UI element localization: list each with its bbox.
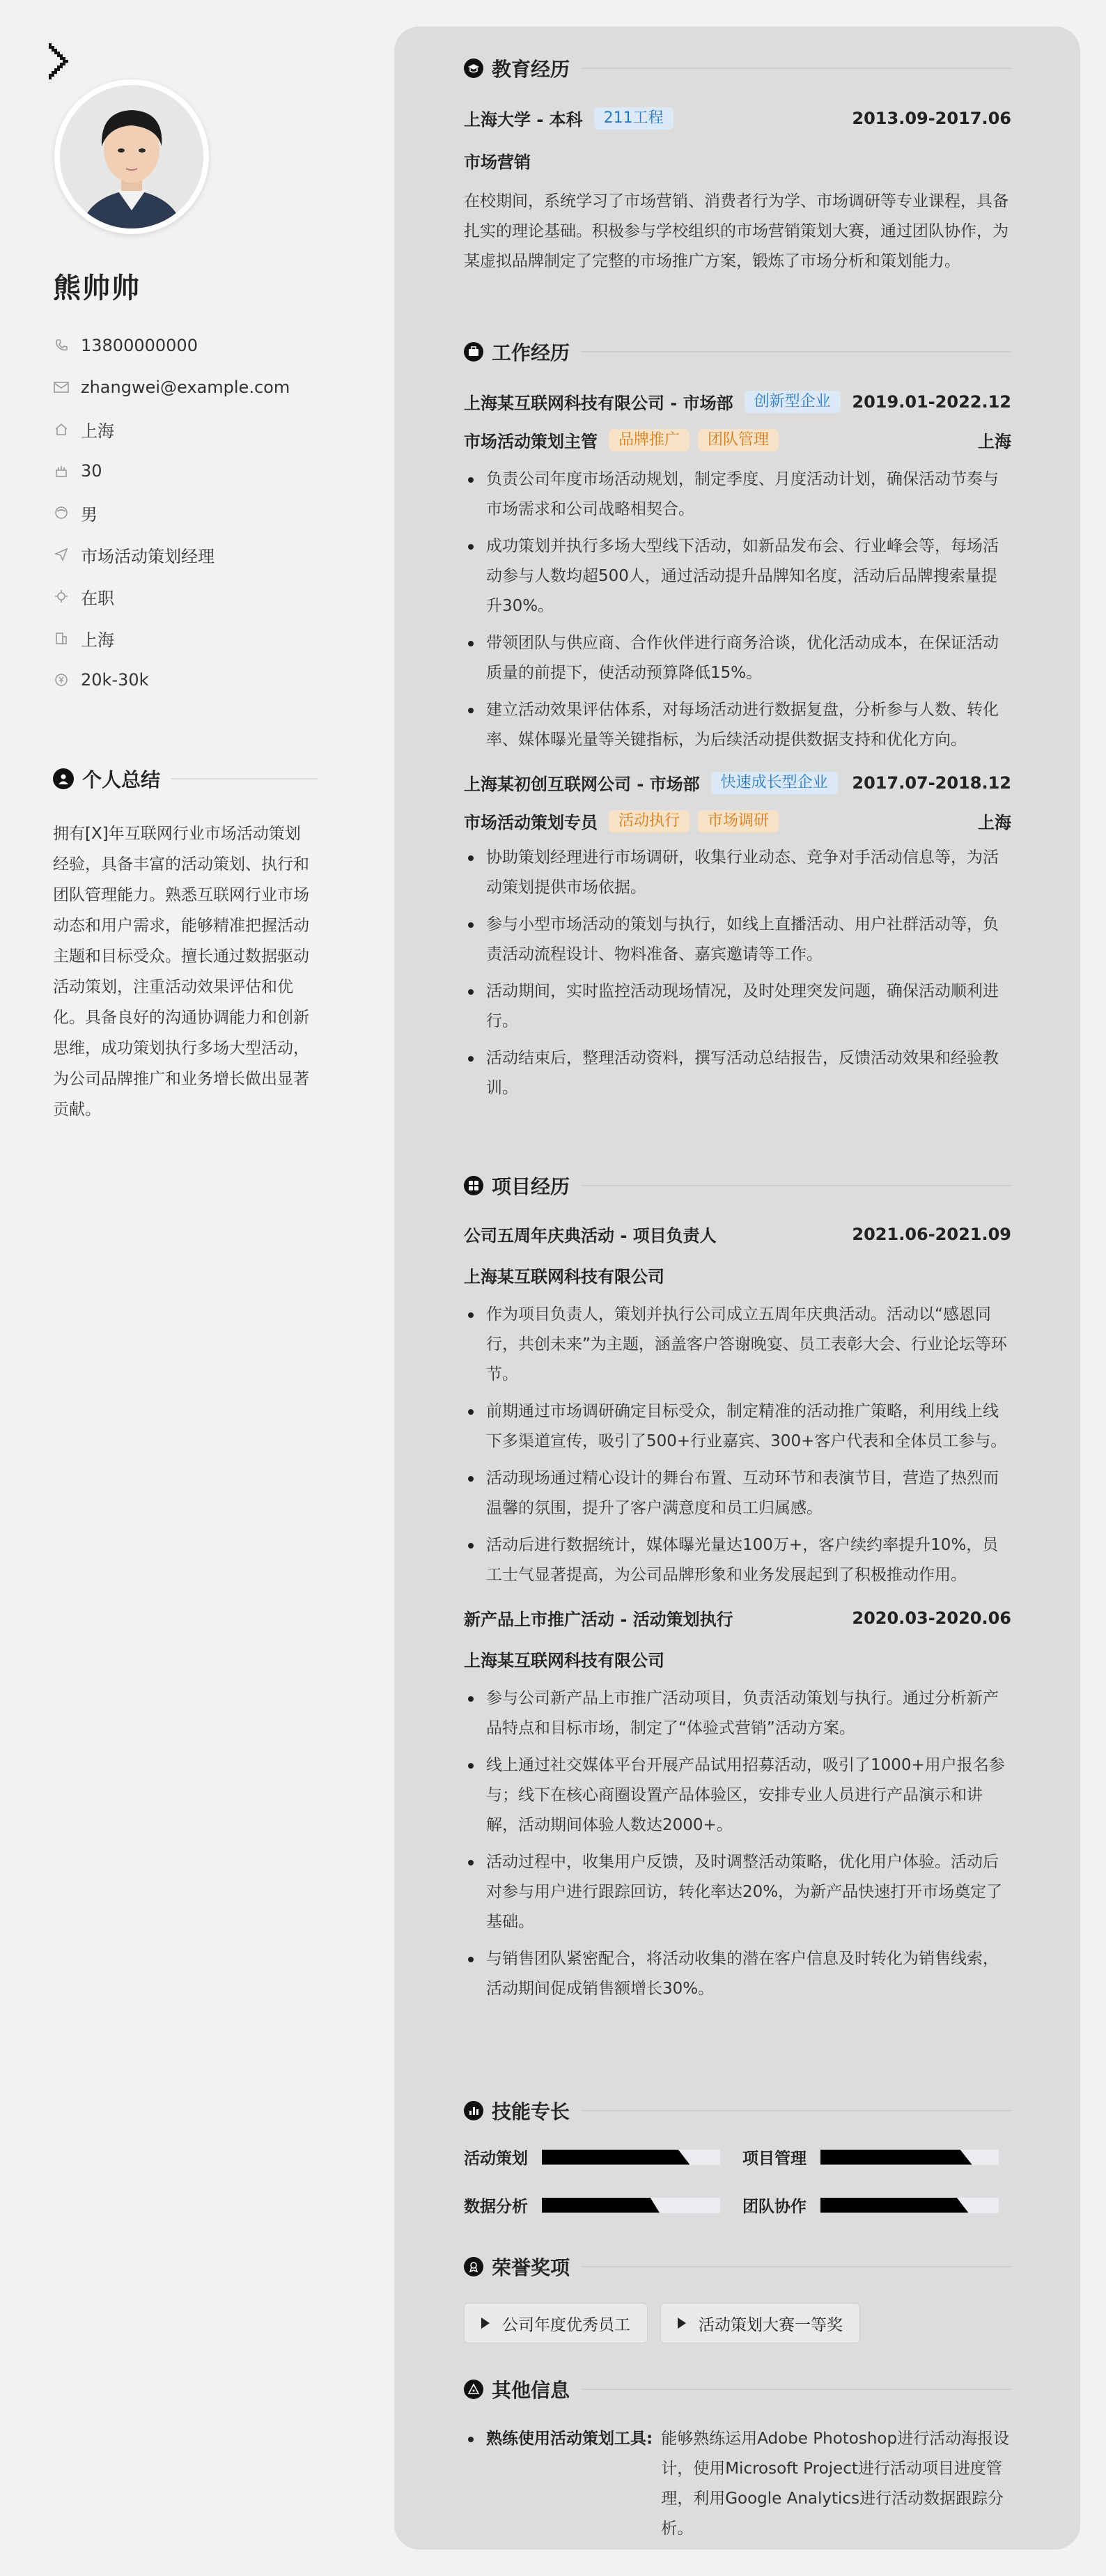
list-item: 带领团队与供应商、合作伙伴进行商务洽谈，优化活动成本，在保证活动质量的前提下，使活动预算降低15%。 [464, 628, 1011, 688]
skill-name: 数据分析 [464, 2198, 528, 2216]
skill-item [464, 2194, 742, 2217]
skill-bar-fill [542, 2198, 660, 2213]
list-item: 作为项目负责人，策划并执行公司成立五周年庆典活动。活动以“感恩同行，共创未来”为主题，涵盖客户答谢晚宴、员工表彰大会、行业论坛等环节。 [464, 1300, 1011, 1390]
list-item: 活动期间，实时监控活动现场情况，及时处理突发问题，确保活动顺利进行。 [464, 977, 1011, 1037]
skill-name: 活动策划 [464, 2150, 528, 2168]
projects-heading: 项目经历 [464, 1172, 1011, 1200]
skill-tag: 市场调研 [698, 810, 779, 832]
list-item: 前期通过市场调研确定目标受众，制定精准的活动推广策略，利用线上线下多渠道宣传，吸引了500+行业嘉宾、300+客户代表和全体员工参与。 [464, 1397, 1011, 1457]
divider [171, 778, 318, 779]
school-tag: 211工程 [594, 107, 673, 130]
info-work-city: 上海 [53, 617, 318, 659]
info-email: zhangwei@example.com [53, 366, 318, 408]
skill-item [742, 2194, 1011, 2217]
list-item: 成功策划并执行多场大型线下活动，如新品发布会、行业峰会等，每场活动参与人数均超500人，通过活动提升品牌知名度，活动后品牌搜索量提升30%。 [464, 532, 1011, 621]
skills-heading: 技能专长 [464, 2097, 1011, 2125]
list-item: 活动现场通过精心设计的舞台布置、互动环节和表演节目，营造了热烈而温馨的氛围，提升了客户满意度和员工归属感。 [464, 1464, 1011, 1523]
info-status: 在职 [53, 575, 318, 617]
skill-bar [820, 2150, 999, 2165]
work-heading: 工作经历 [464, 338, 1011, 366]
contact-info-list [53, 325, 318, 701]
skill-name: 项目管理 [742, 2150, 807, 2168]
divider [581, 351, 1011, 352]
job-role: 市场活动策划专员 [464, 813, 598, 832]
education-heading: 教育经历 [464, 54, 1011, 82]
list-item: 活动后进行数据统计，媒体曝光量达100万+，客户续约率提升10%，员工士气显著提高，为公司品牌形象和业务发展起到了积极推动作用。 [464, 1530, 1011, 1590]
skill-bar-fill [542, 2150, 690, 2165]
list-item: 负责公司年度市场活动规划，制定季度、月度活动计划，确保活动节奏与市场需求和公司战略相契合。 [464, 465, 1011, 525]
project-item [464, 1606, 1011, 2004]
honors-section [464, 2253, 1011, 2343]
play-icon [481, 2318, 490, 2329]
mail-icon [53, 379, 70, 396]
skill-item [464, 2146, 742, 2168]
job-company: 上海某互联网科技有限公司 - 市场部 [464, 394, 733, 413]
skill-tag: 品牌推广 [609, 429, 690, 451]
salary-icon [53, 672, 70, 688]
honor-badge: 活动策划大赛一等奖 [660, 2303, 860, 2343]
info-phone: 13800000000 [53, 325, 318, 366]
divider [581, 2389, 1011, 2390]
profile-name: 熊帅帅 [53, 272, 141, 304]
education-description: 在校期间，系统学习了市场营销、消费者行为学、市场调研等专业课程，具备扎实的理论基础。积极参与学校组织的市场营销策划大赛，通过团队协作，为某虚拟品牌制定了完整的市场推广方案，锻炼了市场分析和策划能力。 [464, 192, 1008, 270]
award-icon [464, 2257, 483, 2276]
honors-heading: 荣誉奖项 [464, 2253, 1011, 2281]
skill-bar-fill [820, 2198, 968, 2213]
skills-grid [464, 2146, 1011, 2217]
job-item [464, 389, 1011, 755]
avatar [54, 79, 209, 234]
education-section [464, 54, 1011, 277]
skills-section [464, 2097, 1011, 2217]
project-name: 公司五周年庆典活动 - 项目负责人 [464, 1226, 717, 1246]
project-bullets [464, 1300, 1011, 1590]
project-period: 2020.03-2020.06 [852, 1608, 1011, 1628]
company-tag: 创新型企业 [745, 391, 841, 413]
info-salary: 20k-30k [53, 659, 318, 701]
honor-badge: 公司年度优秀员工 [464, 2303, 648, 2343]
send-icon [53, 546, 70, 563]
status-icon [53, 588, 70, 605]
job-company: 上海某初创互联网公司 - 市场部 [464, 775, 700, 794]
info-age: 30 [53, 450, 318, 492]
skill-bar-fill [820, 2150, 972, 2165]
list-item: 线上通过社交媒体平台开展产品试用招募活动，吸引了1000+用户报名参与；线下在核心商圈设置产品体验区，安排专业人员进行产品演示和讲解，活动期间体验人数达2000+。 [464, 1751, 1011, 1840]
project-company: 上海某互联网科技有限公司 [464, 1267, 664, 1287]
cake-icon [53, 463, 70, 479]
other-label: 熟练使用活动策划工具: [464, 2424, 653, 2544]
projects-section [464, 1172, 1011, 2011]
list-item: 建立活动效果评估体系，对每场活动进行数据复盘，分析参与人数、转化率、媒体曝光量等关键指标，为后续活动提供数据支持和优化方向。 [464, 695, 1011, 755]
building-icon [53, 630, 70, 646]
other-text: 能够熟练运用Adobe Photoshop进行活动海报设计，使用Microsoft Project进行活动项目进度管理，利用Google Analytics进行活动数据跟踪分析。 [661, 2430, 1010, 2538]
job-item [464, 770, 1011, 1103]
grid-icon [464, 1176, 483, 1195]
job-period: 2019.01-2022.12 [852, 391, 1011, 412]
phone-icon [53, 337, 70, 354]
list-item: 与销售团队紧密配合，将活动收集的潜在客户信息及时转化为销售线索，活动期间促成销售额增长30%。 [464, 1944, 1011, 2004]
education-major: 市场营销 [464, 153, 531, 172]
info-position: 市场活动策划经理 [53, 534, 318, 575]
list-item: 协助策划经理进行市场调研，收集行业动态、竞争对手活动信息等，为活动策划提供市场依据。 [464, 843, 1011, 903]
job-bullets [464, 465, 1011, 755]
project-item [464, 1222, 1011, 1590]
avatar-photo [60, 85, 203, 228]
education-period: 2013.09-2017.06 [852, 108, 1011, 128]
project-company: 上海某互联网科技有限公司 [464, 1651, 664, 1670]
briefcase-icon [464, 342, 483, 362]
project-name: 新产品上市推广活动 - 活动策划执行 [464, 1610, 733, 1629]
list-item: 活动过程中，收集用户反馈，及时调整活动策略，优化用户体验。活动后对参与用户进行跟踪回访，转化率达20%，为新产品快速打开市场奠定了基础。 [464, 1847, 1011, 1937]
job-role: 市场活动策划主管 [464, 432, 598, 451]
divider [581, 68, 1011, 69]
work-section [464, 338, 1011, 1110]
info-gender: 男 [53, 492, 318, 534]
gender-icon [53, 504, 70, 521]
skill-tag: 活动执行 [609, 810, 690, 832]
list-item: 参与公司新产品上市推广活动项目，负责活动策划与执行。通过分析新产品特点和目标市场，制定了“体验式营销”活动方案。 [464, 1684, 1011, 1744]
honors-list [464, 2303, 1011, 2343]
skill-bar [820, 2198, 999, 2213]
graduation-cap-icon [464, 59, 483, 78]
other-item [464, 2424, 1011, 2544]
logo-icon [47, 42, 71, 81]
company-tag: 快速成长型企业 [711, 772, 838, 794]
divider [581, 1185, 1011, 1186]
skill-bar [542, 2198, 720, 2213]
bar-chart-icon [464, 2101, 483, 2120]
list-item: 参与小型市场活动的策划与执行，如线上直播活动、用户社群活动等，负责活动流程设计、物料准备、嘉宾邀请等工作。 [464, 910, 1011, 970]
summary-heading: 个人总结 [53, 765, 318, 793]
other-heading: 其他信息 [464, 2375, 1011, 2403]
education-header-row [464, 106, 1011, 130]
user-icon [53, 768, 74, 789]
divider [581, 2110, 1011, 2111]
job-period: 2017.07-2018.12 [852, 773, 1011, 793]
divider [581, 2266, 1011, 2267]
school-name: 上海大学 - 本科 [464, 110, 583, 130]
skill-name: 团队协作 [742, 2198, 807, 2216]
skill-tag: 团队管理 [698, 429, 779, 451]
project-bullets [464, 1684, 1011, 2004]
project-period: 2021.06-2021.09 [852, 1224, 1011, 1244]
info-city: 上海 [53, 408, 318, 450]
job-city: 上海 [978, 432, 1011, 451]
job-bullets [464, 843, 1011, 1103]
skill-item [742, 2146, 1011, 2168]
info-icon [464, 2380, 483, 2399]
home-icon [53, 421, 70, 437]
job-city: 上海 [978, 813, 1011, 832]
skill-bar [542, 2150, 720, 2165]
play-icon [678, 2318, 686, 2329]
summary-text: 拥有[X]年互联网行业市场活动策划经验，具备丰富的活动策划、执行和团队管理能力。熟悉互联网行业市场动态和用户需求，能够精准把握活动主题和目标受众。擅长通过数据驱动活动策划，注重活动效果评估和优化。具备良好的沟通协调能力和创新思维，成功策划执行多场大型活动，为公司品牌推广和业务增长做出显著贡献。 [53, 825, 309, 1119]
list-item: 活动结束后，整理活动资料，撰写活动总结报告，反馈活动效果和经验教训。 [464, 1043, 1011, 1103]
other-section [464, 2375, 1011, 2544]
